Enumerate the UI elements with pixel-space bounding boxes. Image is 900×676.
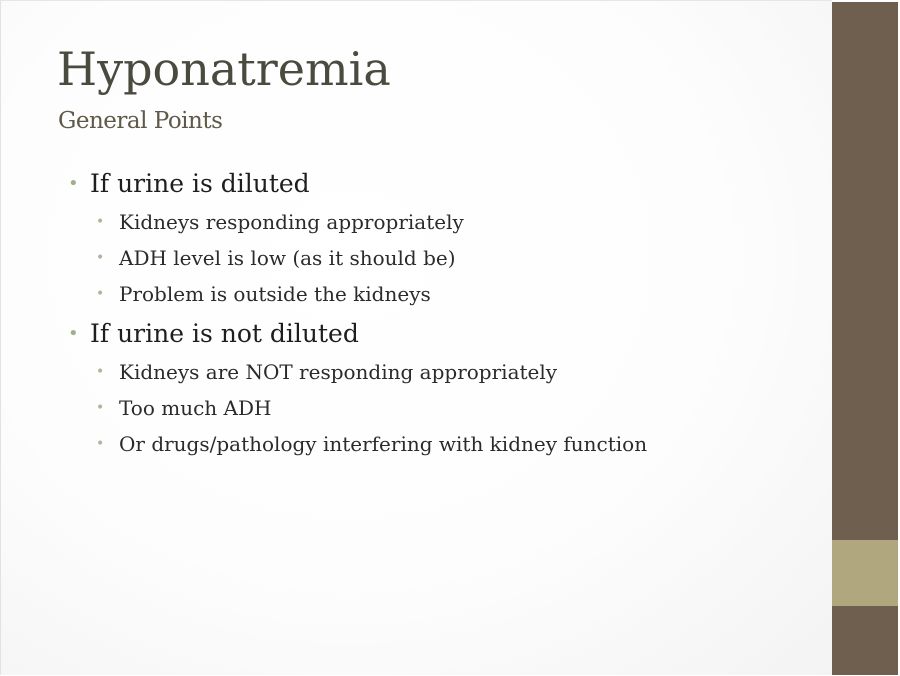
sub-bullet-text: Kidneys responding appropriately bbox=[119, 210, 464, 234]
sub-bullet-text: Too much ADH bbox=[119, 396, 272, 420]
sub-bullet-item bbox=[96, 358, 557, 386]
bullet-text: If urine is diluted bbox=[90, 169, 310, 198]
sub-bullet-item bbox=[96, 430, 647, 458]
bullet-dot-icon: • bbox=[96, 400, 105, 416]
bullet-item bbox=[68, 168, 310, 200]
bullet-dot-icon: • bbox=[96, 436, 105, 452]
sub-bullet-item bbox=[96, 244, 456, 272]
sidebar-accent-block bbox=[832, 540, 898, 606]
sub-bullet-item bbox=[96, 394, 271, 422]
sub-bullet-item bbox=[96, 280, 431, 308]
bullet-dot-icon: • bbox=[96, 364, 105, 380]
bullet-list bbox=[1, 1, 833, 676]
bullet-dot-icon: • bbox=[96, 250, 105, 266]
sub-bullet-text: ADH level is low (as it should be) bbox=[119, 246, 456, 270]
bullet-item bbox=[68, 318, 359, 350]
bullet-dot-icon: • bbox=[96, 286, 105, 302]
bullet-dot-icon: • bbox=[68, 323, 79, 344]
bullet-dot-icon: • bbox=[96, 214, 105, 230]
sub-bullet-item bbox=[96, 208, 464, 236]
sub-bullet-text: Problem is outside the kidneys bbox=[119, 282, 431, 306]
bullet-dot-icon: • bbox=[68, 173, 79, 194]
sub-bullet-text: Or drugs/pathology interfering with kidney function bbox=[119, 432, 648, 456]
slide-subtitle: General Points bbox=[58, 108, 223, 134]
sub-bullet-text: Kidneys are NOT responding appropriately bbox=[119, 360, 558, 384]
bullet-text: If urine is not diluted bbox=[90, 319, 359, 348]
slide-title: Hyponatremia bbox=[57, 42, 391, 96]
